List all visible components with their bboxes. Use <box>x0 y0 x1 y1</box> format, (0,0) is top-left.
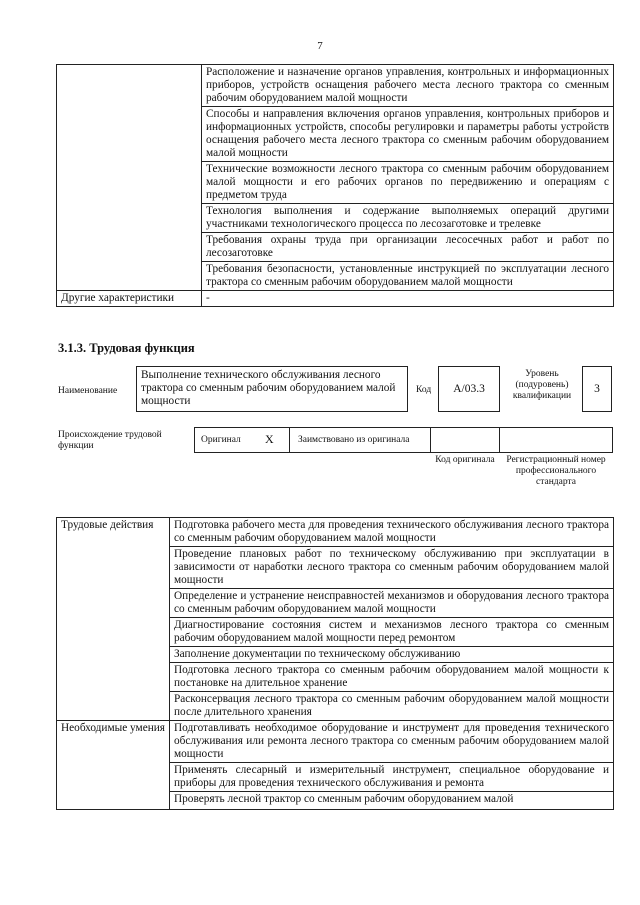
other-characteristics-label: Другие характеристики <box>57 291 202 307</box>
empty-label-cell <box>57 65 202 291</box>
reg-number-box <box>499 427 613 453</box>
original-mark: X <box>265 432 274 446</box>
knowledge-table <box>56 64 614 307</box>
page-number: 7 <box>317 40 323 52</box>
table-cell: Подготовка рабочего места для проведения технического обслуживания лесного трактора со сменным рабочим оборудованием малой мощности <box>170 518 614 547</box>
original-label: Оригинал <box>201 435 241 445</box>
table-row <box>57 65 614 107</box>
code-original-box <box>430 427 500 453</box>
table-cell: Способы и направления включения органов управления, контрольных приборов и информационных устройств, способы регулировки и параметры работы устройств оснащения рабочего места лесного трактора со сменным рабочим оборудованием малой мощности <box>202 107 614 162</box>
table-cell: Применять слесарный и измерительный инструмент, специальное оборудование и приборы для проведения технического обслуживания и ремонта <box>170 763 614 792</box>
group-label: Трудовые действия <box>57 518 170 721</box>
table-cell: Расположение и назначение органов управления, контрольных и информационных приборов, устройств оснащения рабочего места лесного трактора со сменным рабочим оборудованием малой мощности <box>202 65 614 107</box>
reg-number-caption: Регистрационный номер профессионального стандарта <box>506 455 606 487</box>
table-cell: Заполнение документации по техническому обслуживанию <box>170 647 614 663</box>
group-label: Необходимые умения <box>57 721 170 810</box>
table-row <box>57 518 614 547</box>
code-label: Код <box>416 385 432 395</box>
other-characteristics-value: - <box>202 291 614 307</box>
function-name-box: Выполнение технического обслуживания лесного трактора со сменным рабочим оборудованием малой мощности <box>136 366 408 412</box>
table-cell: Проведение плановых работ по техническому обслуживанию при эксплуатации в зависимости от наработки лесного трактора со сменным рабочим оборудованием малой мощности <box>170 547 614 589</box>
code-original-caption: Код оригинала <box>435 455 495 465</box>
name-label: Наименование <box>58 386 118 396</box>
level-value-box: 3 <box>582 366 612 412</box>
table-cell: Диагностирование состояния систем и механизмов лесного трактора со сменным рабочим оборудованием малой мощности перед ремонтом <box>170 618 614 647</box>
borrowed-cell <box>289 427 431 453</box>
table-cell: Проверять лесной трактор со сменным рабочим оборудованием малой <box>170 792 614 810</box>
table-cell: Подготавливать необходимое оборудование и инструмент для проведения технического обслуживания или ремонта лесного трактора со сменным рабочим оборудованием малой мощности <box>170 721 614 763</box>
labor-actions-table <box>56 517 614 810</box>
table-cell: Подготовка лесного трактора со сменным рабочим оборудованием малой мощности к постановке на длительное хранение <box>170 663 614 692</box>
table-cell: Технические возможности лесного трактора со сменным рабочим оборудованием малой мощности и его рабочих органов по передвижению и операциям с предметом труда <box>202 162 614 204</box>
table-cell: Определение и устранение неисправностей механизмов и оборудования лесного трактора со сменным рабочим оборудованием малой мощности <box>170 589 614 618</box>
level-label: Уровень (подуровень) квалификации <box>512 369 572 401</box>
table-cell: Технология выполнения и содержание выполняемых операций другими участниками технологического процесса по лесозаготовке и трелевке <box>202 204 614 233</box>
table-row <box>57 721 614 763</box>
borrowed-label: Заимствовано из оригинала <box>298 435 410 445</box>
table-cell: Требования безопасности, установленные инструкцией по эксплуатации лесного трактора со сменным рабочим оборудованием малой мощности <box>202 262 614 291</box>
table-cell: Требования охраны труда при организации лесосечных работ и работ по лесозаготовке <box>202 233 614 262</box>
table-row <box>57 291 614 307</box>
section-title: 3.1.3. Трудовая функция <box>58 341 195 355</box>
code-value-box: А/03.3 <box>438 366 500 412</box>
origin-label: Происхождение трудовой функции <box>58 430 162 451</box>
original-cell <box>194 427 290 453</box>
table-cell: Расконсервация лесного трактора со сменным рабочим оборудованием малой мощности после длительного хранения <box>170 692 614 721</box>
